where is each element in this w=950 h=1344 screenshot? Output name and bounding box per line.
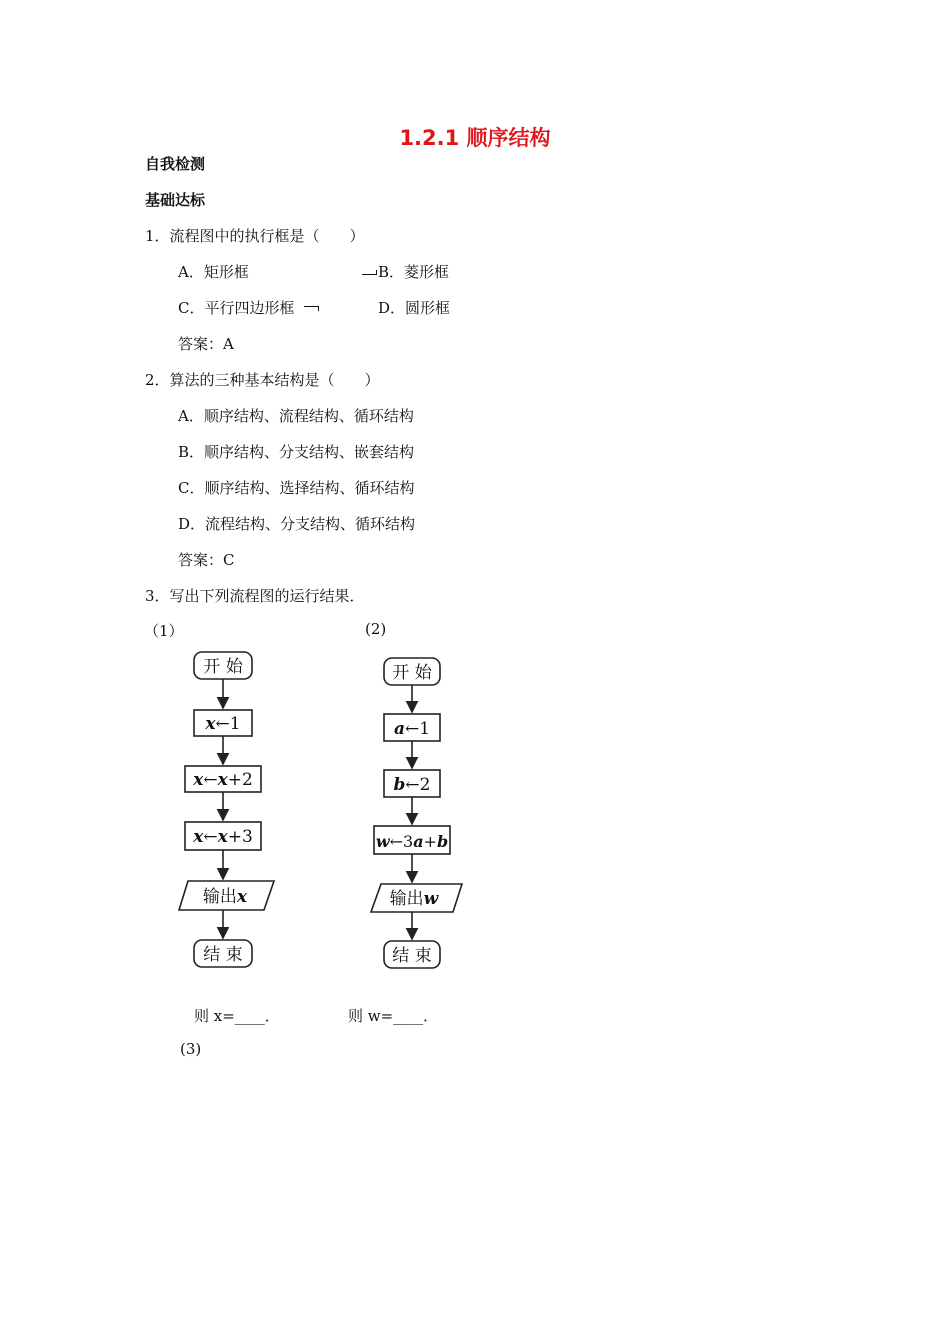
question-1-answer: 答案：A <box>178 335 234 353</box>
question-3-label-2: (2) <box>365 620 387 638</box>
question-3-stem: 3．写出下列流程图的运行结果． <box>145 587 365 605</box>
question-3-label-3: (3) <box>180 1040 202 1058</box>
flowchart-1-output-label: 输出x <box>202 887 248 907</box>
question-2-option-a: A．顺序结构、流程结构、循环结构 <box>178 407 414 425</box>
flowchart-2-start-label: 开 始 <box>392 663 432 683</box>
question-2-option-d: D．流程结构、分支结构、循环结构 <box>178 515 416 533</box>
flowchart-2 <box>371 658 462 968</box>
subsection-heading: 基础达标 <box>145 191 206 209</box>
flowchart-2-step3-label: w←3a+b <box>375 832 449 851</box>
question-1-stem: 1．流程图中的执行框是（ ） <box>145 227 365 245</box>
question-1-option-a: A．矩形框 <box>178 263 249 281</box>
flowchart-1 <box>179 652 274 967</box>
question-2-answer: 答案：C <box>178 551 235 569</box>
flowchart-2-step1-label: a←1 <box>393 719 431 739</box>
flowchart-2-end-label: 结 束 <box>392 946 432 966</box>
question-2-stem: 2．算法的三种基本结构是（ ） <box>145 371 380 389</box>
flowchart-1-end-label: 结 束 <box>203 945 243 965</box>
question-2-option-c: C．顺序结构、选择结构、循环结构 <box>178 479 415 497</box>
question-3-result-1: 则 x=____． <box>194 1007 280 1025</box>
flowchart-2-output-label: 输出w <box>389 889 439 909</box>
question-1-option-d: D．圆形框 <box>378 299 451 317</box>
flowchart-2-step2-label: b←2 <box>393 775 431 795</box>
flowchart-1-step1-label: x←1 <box>205 714 241 734</box>
question-3-result-2: 则 w=____． <box>348 1007 439 1025</box>
question-3-label-1: （1） <box>144 622 184 640</box>
flowchart-1-step3-label: x←x+3 <box>193 827 253 847</box>
flowchart-1-step2-label: x←x+2 <box>193 770 253 790</box>
question-1-option-c: C．平行四边形框 <box>178 299 295 317</box>
section-heading: 自我检测 <box>145 155 206 173</box>
question-1-option-b: B．菱形框 <box>378 263 450 281</box>
flowchart-1-start-label: 开 始 <box>203 657 243 677</box>
question-2-option-b: B．顺序结构、分支结构、嵌套结构 <box>178 443 415 461</box>
page-title: 1.2.1 顺序结构 <box>399 126 551 150</box>
